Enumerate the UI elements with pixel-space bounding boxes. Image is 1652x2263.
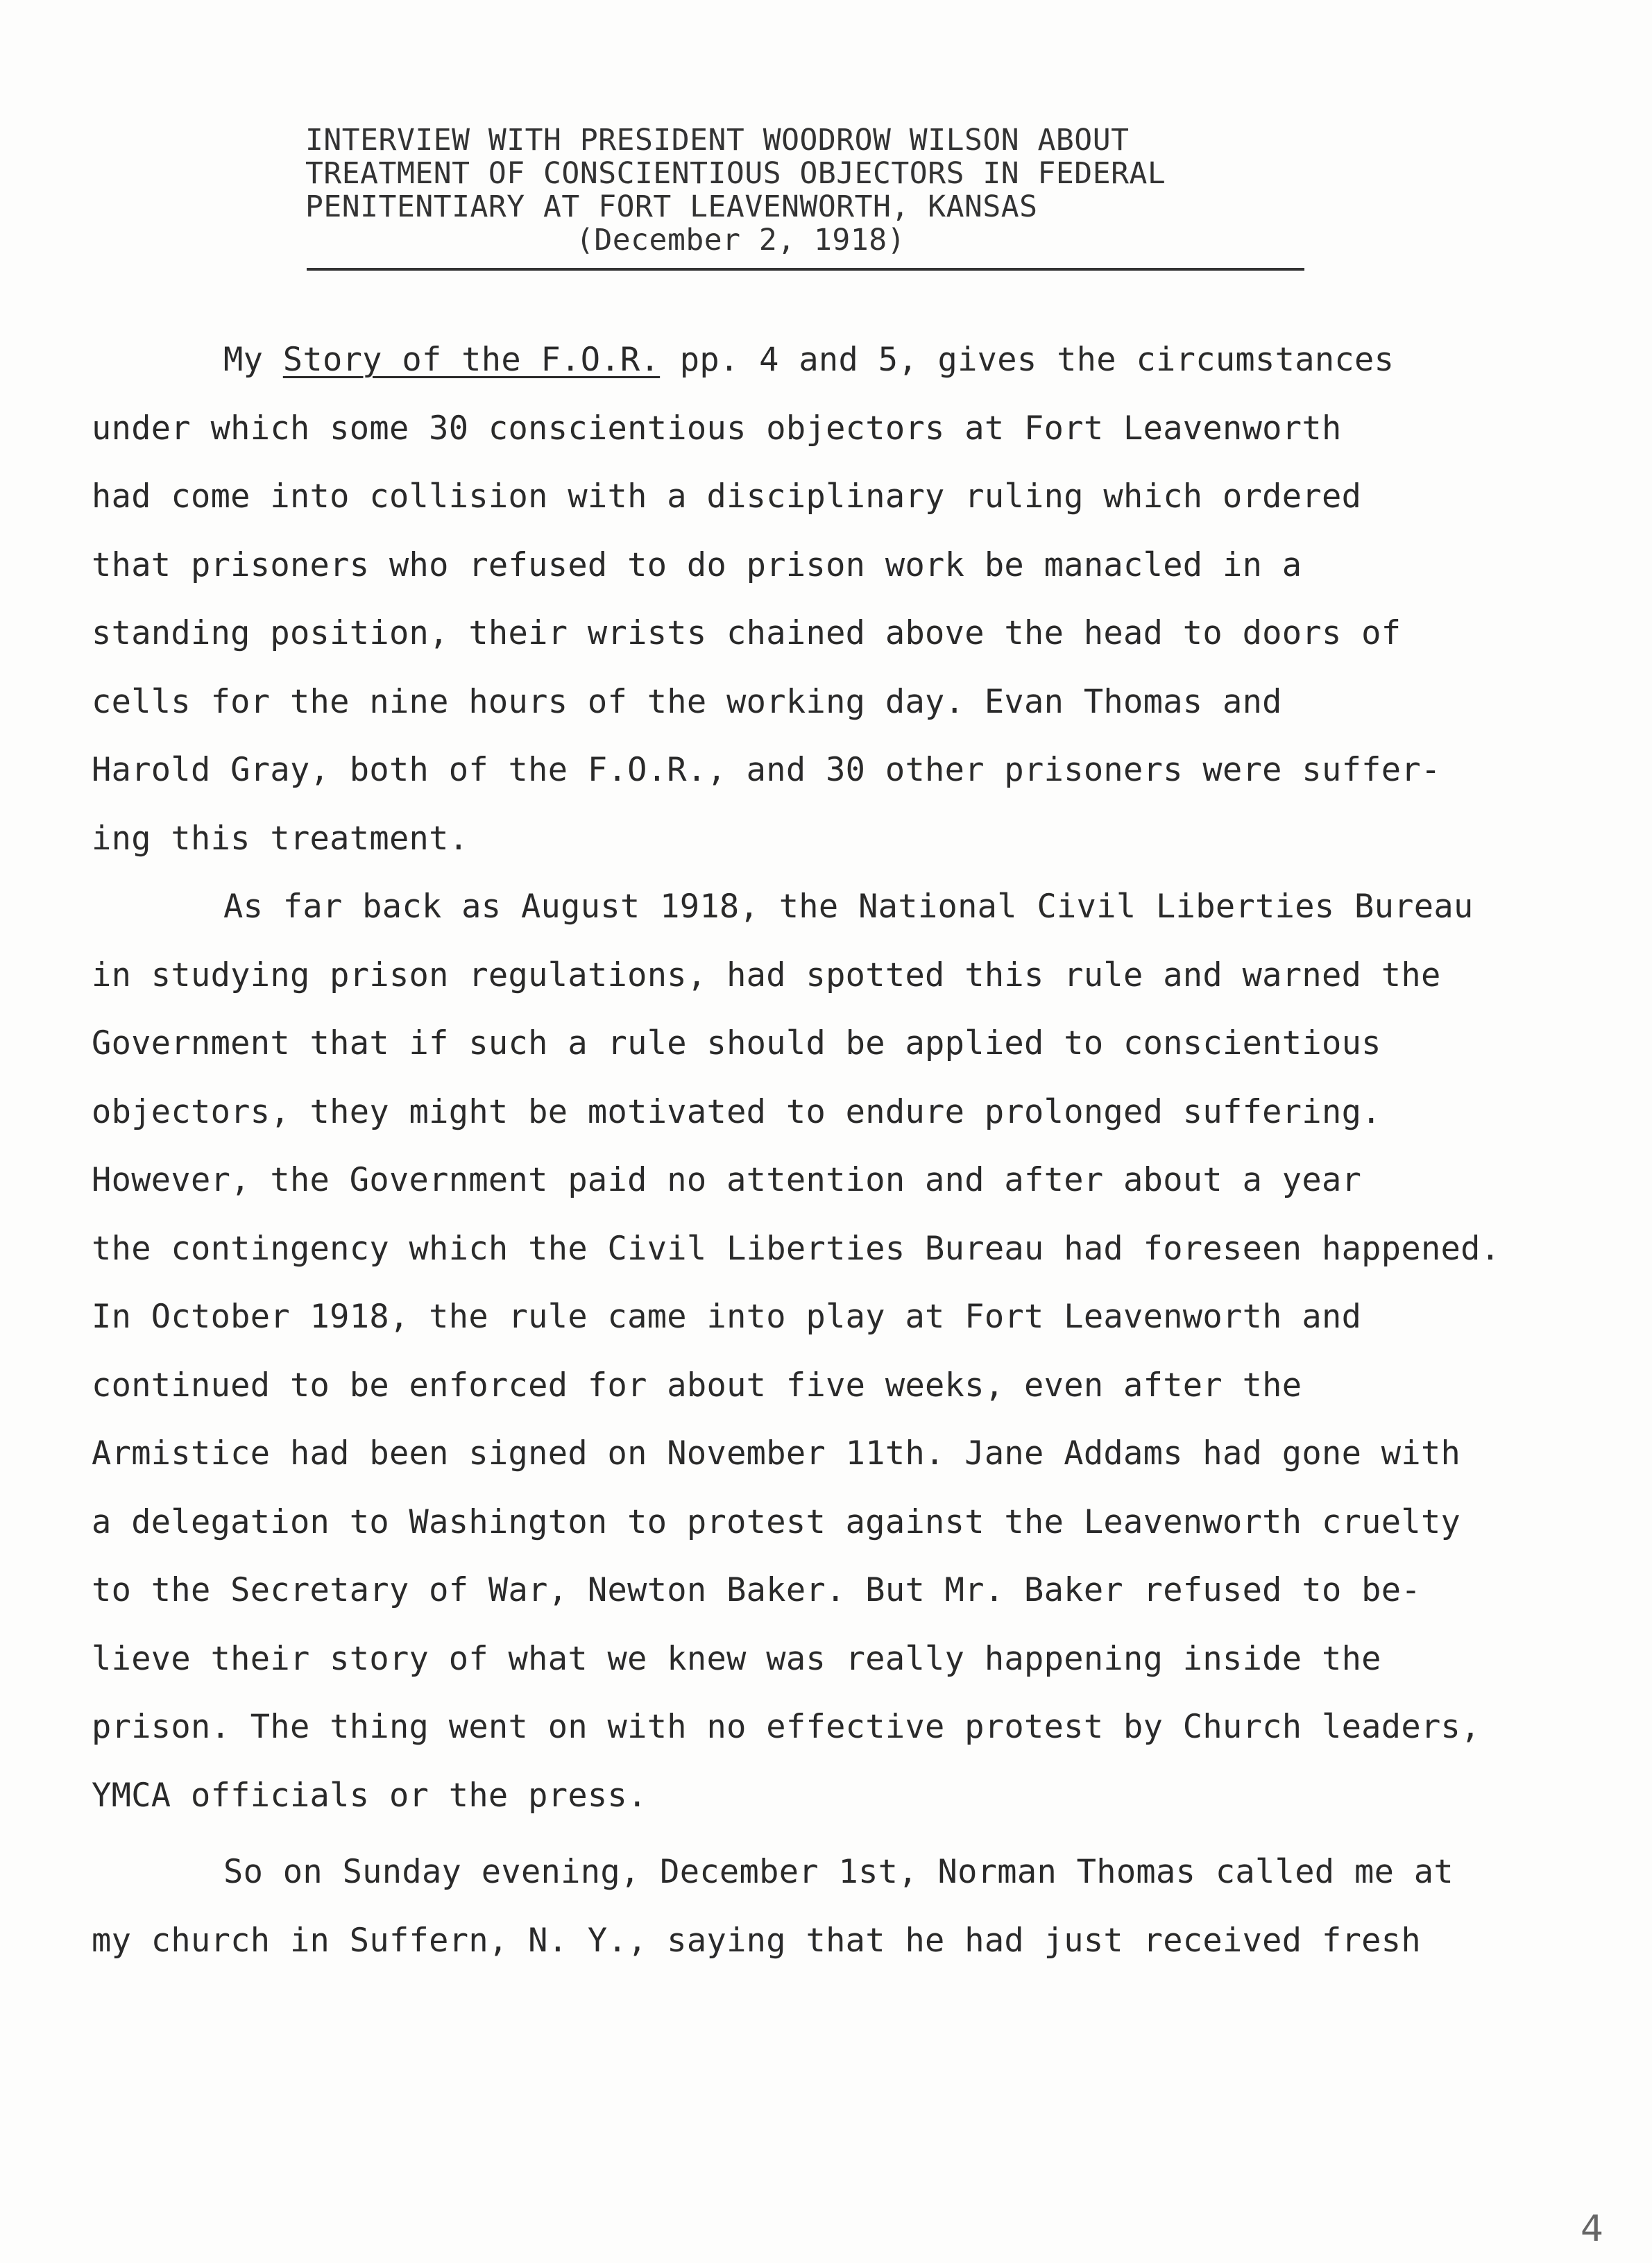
heading-date: (December 2, 1918): [576, 223, 905, 257]
text-line: However, the Government paid no attention and after about a year: [92, 1161, 1362, 1199]
paragraph-gap: [92, 1830, 1569, 1838]
text-line: in studying prison regulations, had spotted this rule and warned the: [92, 956, 1441, 994]
text-line: that prisoners who refused to do prison work be manacled in a: [92, 545, 1302, 584]
text-line: Armistice had been signed on November 11th. Jane Addams had gone with: [92, 1434, 1461, 1473]
text-line: a delegation to Washington to protest against the Leavenworth cruelty: [92, 1502, 1461, 1541]
text-line: continued to be enforced for about five weeks, even after the: [92, 1366, 1302, 1405]
text-line: to the Secretary of War, Newton Baker. But Mr. Baker refused to be-: [92, 1571, 1421, 1609]
text-line: my church in Suffern, N. Y., saying that he had just received fresh: [92, 1921, 1421, 1960]
text-line: In October 1918, the rule came into play at Fort Leavenworth and: [92, 1298, 1362, 1336]
book-title-underlined: Story of the F.O.R.: [282, 341, 661, 379]
heading-line: PENITENTIARY AT FORT LEAVENWORTH, KANSAS: [305, 189, 1038, 224]
paragraph-1: [92, 326, 1569, 873]
text-line: cells for the nine hours of the working day. Evan Thomas and: [92, 682, 1282, 721]
paragraph-3: [92, 1838, 1569, 1975]
text-line: the contingency which the Civil Liberties Bureau had foreseen happened.: [92, 1229, 1501, 1268]
text-line: So on Sunday evening, December 1st, Norman Thomas called me at: [223, 1853, 1454, 1891]
text-run: pp. 4 and 5, gives the circumstances: [660, 341, 1395, 379]
text-line: Government that if such a rule should be applied to conscientious: [92, 1024, 1381, 1062]
paragraph-2: [92, 873, 1569, 1830]
text-line: standing position, their wrists chained above the head to doors of: [92, 614, 1402, 652]
heading-line: INTERVIEW WITH PRESIDENT WOODROW WILSON ABOUT: [305, 123, 1130, 158]
text-line: ing this treatment.: [92, 819, 469, 858]
heading-line: TREATMENT OF CONSCIENTIOUS OBJECTORS IN FEDERAL: [305, 156, 1166, 191]
text-line: under which some 30 conscientious objectors at Fort Leavenworth: [92, 409, 1342, 448]
text-run: My: [223, 341, 283, 379]
text-line: [92, 326, 1569, 395]
page-number: 4: [1581, 2208, 1604, 2250]
text-line: As far back as August 1918, the National Civil Liberties Bureau: [223, 888, 1474, 926]
text-line: prison. The thing went on with no effective protest by Church leaders,: [92, 1708, 1481, 1746]
heading-rule: [307, 268, 1304, 271]
text-line: YMCA officials or the press.: [92, 1776, 647, 1815]
text-line: lieve their story of what we knew was really happening inside the: [92, 1639, 1381, 1678]
text-line: Harold Gray, both of the F.O.R., and 30 other prisoners were suffer-: [92, 751, 1441, 789]
text-line: objectors, they might be motivated to endure prolonged suffering.: [92, 1092, 1381, 1131]
body-text: [92, 326, 1569, 1975]
document-heading: [305, 124, 1311, 257]
text-line: had come into collision with a disciplinary ruling which ordered: [92, 477, 1362, 516]
